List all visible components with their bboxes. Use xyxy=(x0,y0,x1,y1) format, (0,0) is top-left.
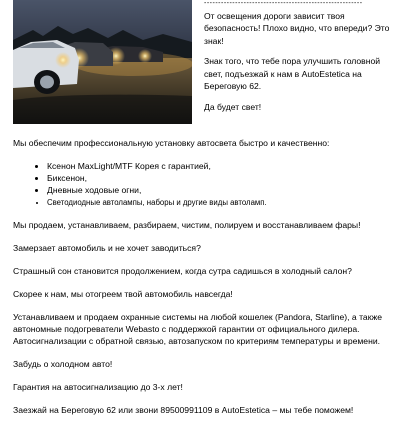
intro-paragraph-upgrade: Знак того, что тебе пора улучшить головной свет, подъезжай к нам в AutoEstetica на Береговую 62. xyxy=(204,56,381,91)
paragraph-guarantee: Гарантия на автосигнализацию до 3-х лет! xyxy=(13,381,183,392)
paragraph-cold-morning: Страшный сон становится продолжением, когда сутра садишься в холодный салон? xyxy=(13,266,352,277)
services-list xyxy=(13,160,391,209)
intro-paragraph-slogan: Да будет свет! xyxy=(204,101,262,112)
service-item-drl: • Дневные ходовые огни, xyxy=(47,184,391,196)
paragraph-forget-cold: Забудь о холодном авто! xyxy=(13,359,113,370)
intro-paragraph-safety: От освещения дороги зависит твоя безопасность! Плохо видно, что впереди? Это знак! xyxy=(204,11,390,46)
service-item-bixenon: • Биксенон, xyxy=(47,172,391,184)
services-lead: Мы обеспечим профессиональную установку автосвета быстро и качественно: xyxy=(13,138,330,148)
service-item-led: • Светодиодные автолампы, наборы и другие виды автоламп. xyxy=(47,197,391,209)
paragraph-contact: Заезжай на Береговую 62 или звони 89500991109 в AutoEstetica – мы тебе поможем! xyxy=(13,404,354,415)
service-item-xenon: • Ксенон MaxLight/MTF Корея с гарантией, xyxy=(47,160,391,172)
paragraph-alarm-systems: Устанавливаем и продаем охранные системы на любой кошелек (Pandora, Starline), а также автономные подогреватели Webasto с поддержкой гарантии от официального дилера. Автосигнализации с обратной связью, автозапуском по критериям температуры и времени. xyxy=(13,311,382,347)
main-content xyxy=(13,137,391,426)
top-rule: -------------------------------------------------------- xyxy=(204,0,363,7)
paragraph-warm-promise: Скорее к нам, мы отогреем твой автомобиль навсегда! xyxy=(13,288,233,299)
cars-headlights-illustration xyxy=(13,0,192,124)
paragraph-freeze-question: Замерзает автомобиль и не хочет заводиться? xyxy=(13,243,201,254)
paragraph-headlights-service: Мы продаем, устанавливаем, разбираем, чистим, полируем и восстанавливаем фары! xyxy=(13,220,361,231)
cars-headlights-photo xyxy=(13,0,192,124)
intro-block xyxy=(204,10,396,122)
